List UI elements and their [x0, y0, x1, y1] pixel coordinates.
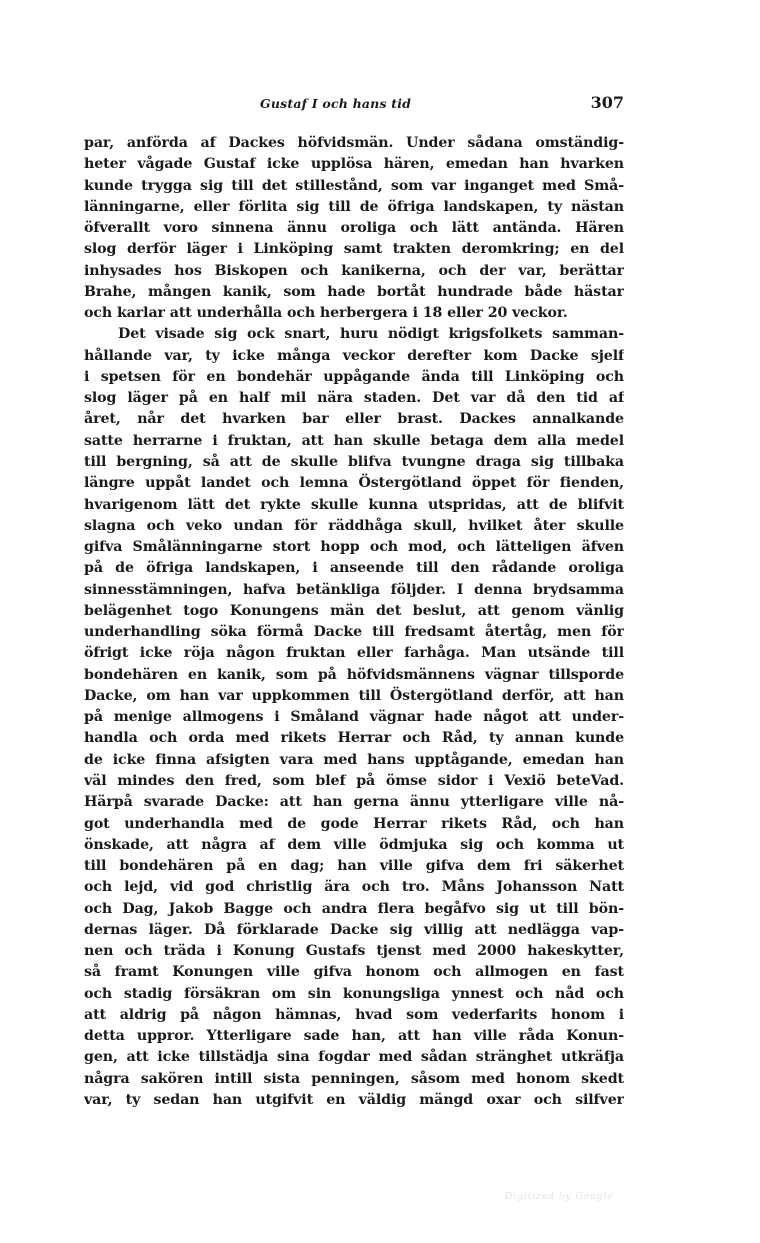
text-line: got underhandla med de gode Herrar rikets Råd, och han	[84, 815, 624, 832]
text-line: belägenhet togo Konungens män det beslut, att genom vänlig	[84, 602, 624, 619]
text-line: några sakören intill sista penningen, såsom med honom skedt	[84, 1070, 624, 1087]
text-line: i spetsen för en bondehär uppågande ända till Linköping och	[84, 368, 624, 385]
text-line: heter vågade Gustaf icke upplösa hären, emedan han hvarken	[84, 156, 624, 173]
body-text	[84, 133, 624, 1111]
text-line: Härpå svarade Dacke: att han gerna ännu ytterligare ville nå-	[84, 794, 624, 811]
text-line: underhandling söka förmå Dacke till fredsamt återtåg, men för	[84, 624, 624, 641]
text-line: kunde trygga sig till det stillestånd, som var inganget med Små-	[84, 177, 624, 194]
text-line: slog derför läger i Linköping samt trakten deromkring; en del	[84, 241, 624, 258]
text-line: öfrigt icke röja någon fruktan eller farhåga. Man utsände till	[84, 645, 624, 662]
page-header	[84, 93, 624, 116]
text-line: dernas läger. Då förklarade Dacke sig villig att nedlägga vap-	[84, 921, 624, 938]
text-line: på menige allmogens i Småland vägnar hade något att under-	[84, 709, 624, 726]
text-line: bondehären en kanik, som på höfvidsmännens vägnar tillsporde	[84, 666, 624, 683]
text-line: länningarne, eller förlita sig till de öfriga landskapen, ty nästan	[84, 198, 624, 215]
text-line: till bergning, så att de skulle blifva tvungne draga sig tillbaka	[84, 453, 624, 470]
text-line: gen, att icke tillstädja sina fogdar med sådan stränghet utkräfja	[84, 1049, 624, 1066]
text-line: slog läger på en half mil nära staden. Det var då den tid af	[84, 390, 624, 407]
text-line: var, ty sedan han utgifvit en väldig mängd oxar och silfver	[84, 1091, 624, 1108]
text-line: så framt Konungen ville gifva honom och allmogen en fast	[84, 964, 624, 981]
text-line: önskade, att några af dem ville ödmjuka sig och komma ut	[84, 836, 624, 853]
text-line: och Dag, Jakob Bagge och andra flera begåfvo sig ut till bön-	[84, 900, 624, 917]
text-line: till bondehären på en dag; han ville gifva dem fri säkerhet	[84, 858, 624, 875]
text-line: öfverallt voro sinnena ännu oroliga och lätt antända. Hären	[84, 220, 624, 237]
text-line: och lejd, vid god christlig ära och tro. Måns Johansson Natt	[84, 879, 624, 896]
text-line: och stadig försäkran om sin konungsliga ynnest och nåd och	[84, 985, 624, 1002]
text-line: nen och träda i Konung Gustafs tjenst med 2000 hakeskytter,	[84, 943, 624, 960]
text-line: hvarigenom lätt det rykte skulle kunna utspridas, att de blifvit	[84, 496, 624, 513]
text-line: att aldrig på någon hämnas, hvad som vederfarits honom i	[84, 1006, 624, 1023]
text-line: året, når det hvarken bar eller brast. Dackes annalkande	[84, 411, 624, 428]
text-line: och karlar att underhålla och herbergera i 18 eller 20 veckor.	[84, 305, 568, 322]
text-line: detta uppror. Ytterligare sade han, att han ville råda Konun-	[84, 1028, 624, 1045]
text-line: satte herrarne i fruktan, att han skulle betaga dem alla medel	[84, 432, 624, 449]
text-line: längre uppåt landet och lemna Östergötland öppet för fienden,	[84, 475, 624, 492]
text-line: väl mindes den fred, som blef på ömse sidor i Vexiö beteVad.	[84, 772, 624, 789]
text-line: handla och orda med rikets Herrar och Råd, ty annan kunde	[84, 730, 624, 747]
text-line: hållande var, ty icke många veckor derefter kom Dacke sjelf	[84, 347, 624, 364]
text-line: slagna och veko undan för räddhåga skull, hvilket åter skulle	[84, 517, 624, 534]
text-line: inhysades hos Biskopen och kanikerna, och der var, berättar	[84, 262, 624, 279]
text-line: gifva Smålänningarne stort hopp och mod, och lätteligen äfven	[84, 539, 624, 556]
digitization-watermark: Digitized by Google	[505, 1192, 614, 1202]
text-line: Dacke, om han var uppkommen till Östergötland derför, att han	[84, 687, 624, 704]
page-number: 307	[590, 93, 624, 112]
text-line: sinnesstämningen, hafva betänkliga följder. I denna brydsamma	[84, 581, 624, 598]
text-line: par, anförda af Dackes höfvidsmän. Under sådana omständig-	[84, 135, 624, 151]
running-title: Gustaf I och hans tid	[260, 96, 412, 111]
text-line: på de öfriga landskapen, i anseende till den rådande oroliga	[84, 560, 624, 577]
text-line: de icke finna afsigten vara med hans upptågande, emedan han	[84, 751, 624, 768]
text-line: Brahe, mången kanik, som hade bortåt hundrade både hästar	[84, 283, 624, 300]
text-line: Det visade sig ock snart, huru nödigt krigsfolkets samman-	[118, 326, 624, 343]
